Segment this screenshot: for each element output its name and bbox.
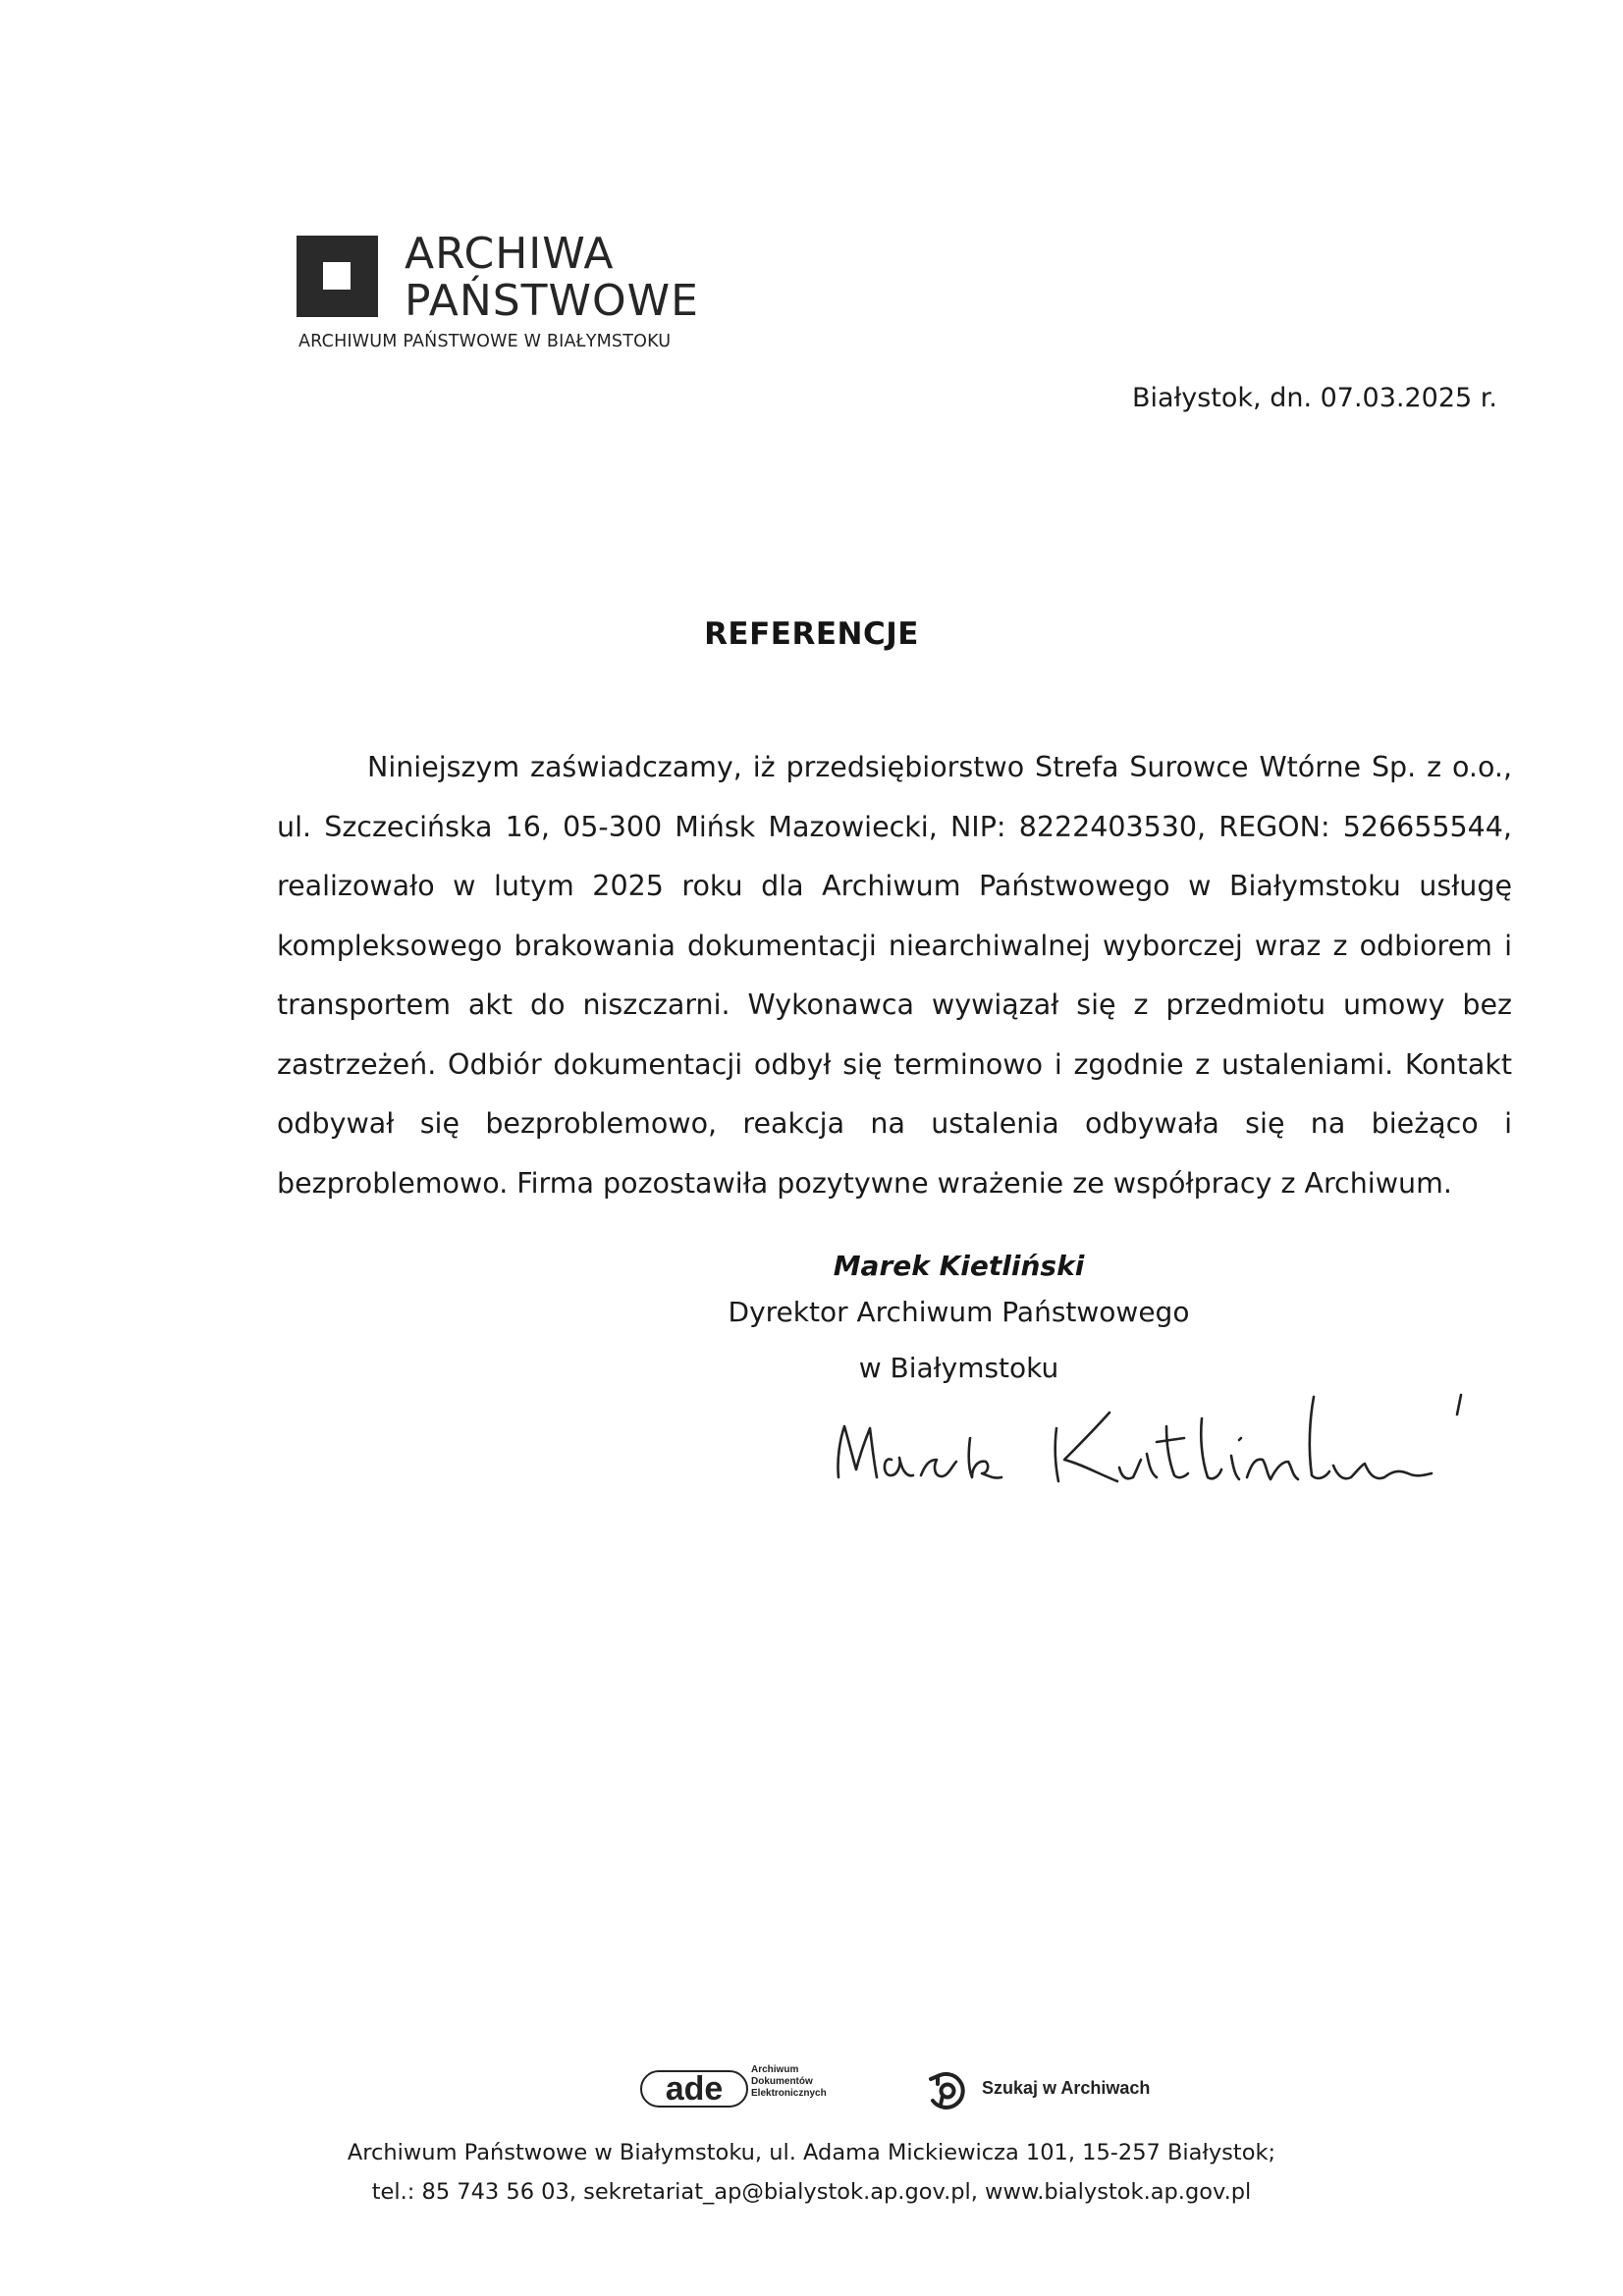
signatory-role-line2: w Białymstoku (858, 1352, 1059, 1384)
logo-title-line1: ARCHIWA (405, 229, 615, 279)
archiwa-panstwowe-logo-icon (297, 236, 378, 317)
ade-caption-line3: Elektronicznych (751, 2088, 827, 2099)
ade-logo-text: ade (665, 2070, 724, 2108)
szukaj-w-archiwach-label: Szukaj w Archiwach (982, 2078, 1151, 2098)
signatory-name: Marek Kietliński (833, 1250, 1085, 1282)
ade-caption-line1: Archiwum (751, 2064, 799, 2075)
handwritten-signature (823, 1379, 1471, 1512)
letter-body (277, 738, 1512, 1213)
footer-address: Archiwum Państwowe w Białymstoku, ul. Adama Mickiewicza 101, 15-257 Białystok; (347, 2140, 1276, 2165)
document-title: REFERENCJE (704, 616, 919, 652)
place-and-date: Białystok, dn. 07.03.2025 r. (1132, 383, 1497, 413)
institution-name: ARCHIWUM PAŃSTWOWE W BIAŁYMSTOKU (298, 332, 672, 351)
ade-caption (751, 2064, 827, 2100)
letter-body-text: Niniejszym zaświadczamy, iż przedsiębiorstwo Strefa Surowce Wtórne Sp. z o.o., ul. Szczecińska 16, 05-300 Mińsk Mazowiecki, NIP: 8222403530, REGON: 526655544, realizowało w lutym 2025 roku dla Archiwum Państwowego w Białymstoku usługę kompleksowego brakowania dokumentacji niearchiwalnej wyborczej wraz z odbiorem i transportem akt do niszczarni. Wykonawca wywiązał się z przedmiotu umowy bez zastrzeżeń. Odbiór dokumentacji odbył się terminowo i zgodnie z ustaleniami. Kontakt odbywał się bezproblemowo, reakcja na ustalenia odbywała się na bieżąco i bezproblemowo. Firma pozostawiła pozytywne wrażenie ze współpracy z Archiwum. (277, 751, 1512, 1200)
szukaj-w-archiwach-icon (923, 2067, 970, 2114)
logo-title-line2: PAŃSTWOWE (405, 276, 699, 326)
footer-contact: tel.: 85 743 56 03, sekretariat_ap@bialystok.ap.gov.pl, www.bialystok.ap.gov.pl (371, 2179, 1252, 2205)
signatory-role-line1: Dyrektor Archiwum Państwowego (728, 1296, 1190, 1328)
ade-logo-icon (640, 2068, 748, 2109)
ade-caption-line2: Dokumentów (751, 2076, 813, 2087)
